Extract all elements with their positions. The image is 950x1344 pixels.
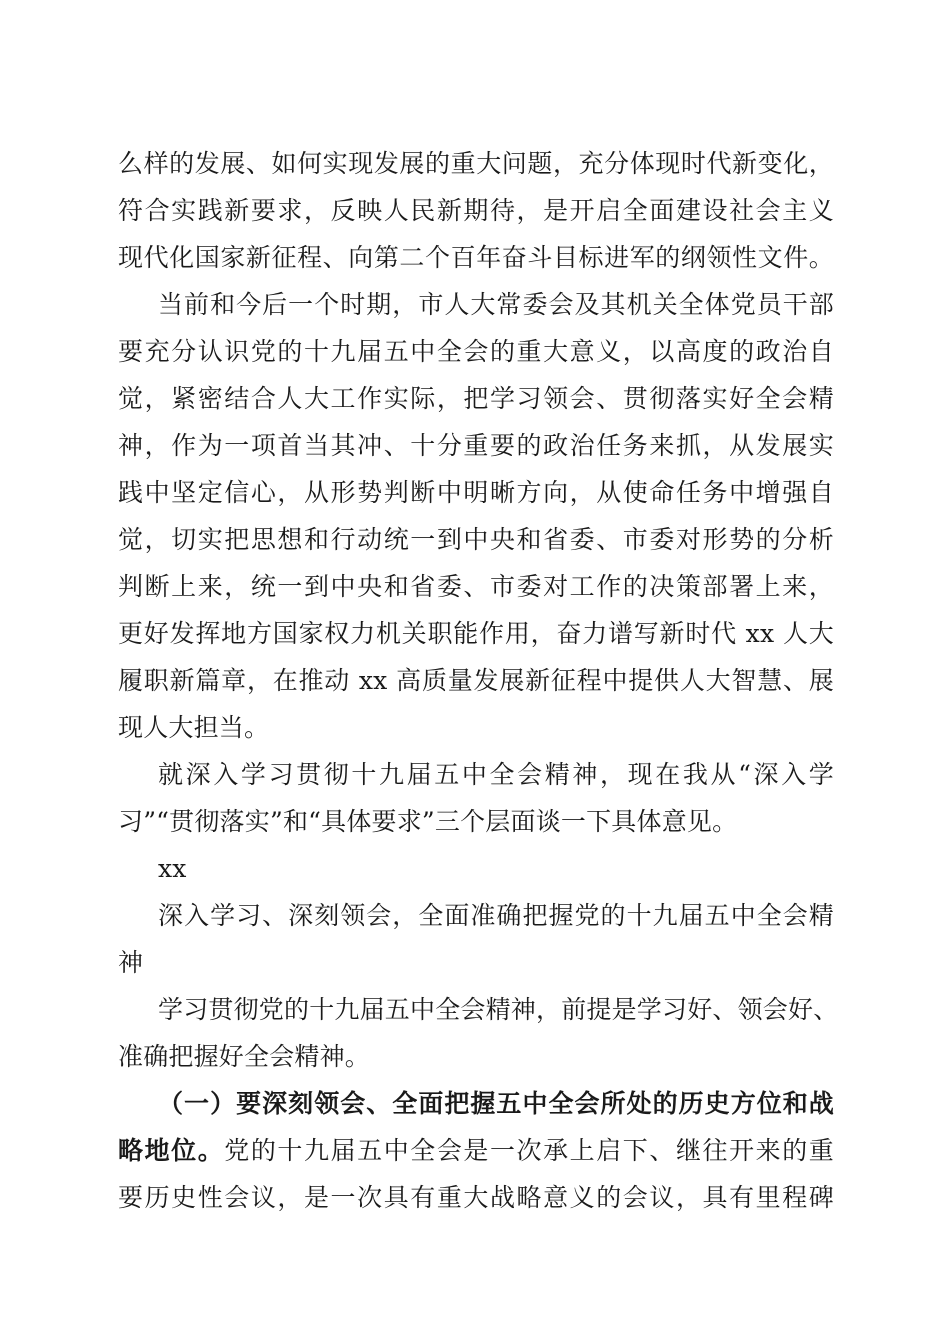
text-line-8: 践中坚定信心，从形势判断中明晰方向，从使命任务中增强自 [118, 478, 834, 507]
text-line-5: 要充分认识党的十九届五中全会的重大意义，以高度的政治自 [118, 337, 834, 366]
text-line-19: 学习贯彻党的十九届五中全会精神，前提是学习好、领会好、 [158, 995, 839, 1024]
text-line-12: 履职新篇章，在推动 xx 高质量发展新征程中提供人大智慧、展 [118, 666, 834, 695]
text-line-7: 神，作为一项首当其冲、十分重要的政治任务来抓，从发展实 [118, 431, 834, 460]
text-line-2: 符合实践新要求，反映人民新期待，是开启全面建设社会主义 [118, 196, 834, 225]
text-line-1: 么样的发展、如何实现发展的重大问题，充分体现时代新变化， [118, 149, 834, 178]
text-line-22: 党的十九届五中全会是一次承上启下、继往开来的重 [224, 1136, 834, 1165]
text-line-15: 习”“贯彻落实”和“具体要求”三个层面谈一下具体意见。 [118, 807, 738, 836]
subheading-tail: 略地位。 [118, 1136, 225, 1165]
text-line-4: 当前和今后一个时期，市人大常委会及其机关全体党员干部 [158, 290, 834, 319]
text-line-9: 觉，切实把思想和行动统一到中央和省委、市委对形势的分析 [118, 525, 834, 554]
section-number: xx [158, 854, 187, 883]
text-line-20: 准确把握好全会精神。 [118, 1042, 371, 1071]
subheading-line-1: （一）要深刻领会、全面把握五中全会所处的历史方位和战 [158, 1089, 834, 1118]
text-line-6: 觉，紧密结合人大工作实际，把学习领会、贯彻落实好全会精 [118, 384, 834, 413]
document-page [118, 140, 839, 1221]
text-line-14: 就深入学习贯彻十九届五中全会精神，现在我从“深入学 [158, 760, 834, 789]
text-line-10: 判断上来，统一到中央和省委、市委对工作的决策部署上来， [118, 572, 834, 601]
text-line-3: 现代化国家新征程、向第二个百年奋斗目标进军的纲领性文件。 [118, 243, 834, 272]
section-title-line-2: 神 [118, 948, 144, 977]
text-line-11: 更好发挥地方国家权力机关职能作用，奋力谱写新时代 xx 人大 [118, 619, 834, 648]
subheading-line-2 [118, 1127, 834, 1174]
text-line-23: 要历史性会议，是一次具有重大战略意义的会议，具有里程碑 [118, 1183, 834, 1212]
section-title-line-1: 深入学习、深刻领会，全面准确把握党的十九届五中全会精 [158, 901, 834, 930]
text-line-13: 现人大担当。 [118, 713, 270, 742]
